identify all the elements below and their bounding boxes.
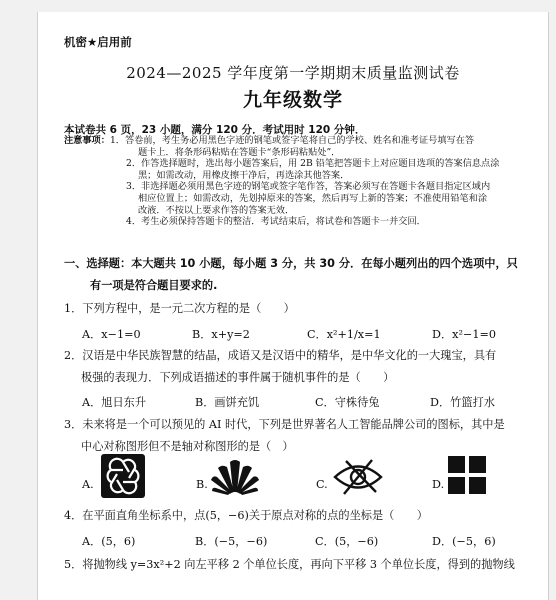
note-2-line-2: 黑；如需改动，用橡皮擦干净后，再选涂其他答案． <box>138 169 350 181</box>
notes-lead: 注意事项： <box>64 135 110 146</box>
q2-option-d: D．竹篮打水 <box>430 396 495 409</box>
lotus-logo-icon <box>210 458 260 498</box>
eye-triangle-logo-icon <box>332 456 384 498</box>
note-3-line-2: 相应位置上；如需改动，先划掉原来的答案，然后再写上新的答案；不准使用铅笔和涂 <box>138 192 488 204</box>
q3-option-d: D. <box>432 478 445 491</box>
note-1-line-1: 注意事项：1．答卷前，考生务必用黑色字迹的钢笔或签字笔将自己的学校、姓名和准考证号填写在答 <box>64 135 475 146</box>
q1-option-a: A．x−1=0 <box>82 328 141 341</box>
q1-option-d: D．x²−1=0 <box>432 328 496 341</box>
q2-option-c: C．守株待兔 <box>315 396 380 409</box>
q3-stem-line-1: 3．未来将是一个可以预见的 AI 时代，下列是世界著名人工智能品牌公司的图标，其中是 <box>64 418 505 431</box>
exam-subject: 九年级数学 <box>242 89 343 111</box>
note-4-line-1: 4．考生必须保持答题卡的整洁．考试结束后，将试卷和答题卡一并交回． <box>126 216 426 228</box>
exam-paper <box>37 12 549 600</box>
note-1-line-2: 题卡上．将条形码粘贴在答题卡“条形码粘贴处”． <box>138 146 341 158</box>
q4-option-a: A．(5，6) <box>82 535 136 548</box>
section-heading-line-2: 有一项是符合题目要求的. <box>90 279 218 292</box>
q3-option-a: A. <box>82 478 94 491</box>
q4-option-b: B．(−5，−6) <box>195 535 268 548</box>
q2-stem-line-2: 极强的表现力．下列成语描述的事件属于随机事件的是（ ） <box>81 371 395 384</box>
note-3-line-3: 改液．不按以上要求作答的答案无效． <box>138 204 295 216</box>
question-4-stem: 4．在平面直角坐标系中，点(5，−6)关于原点对称的点的坐标是（ ） <box>64 509 428 522</box>
notes-block <box>64 135 542 228</box>
question-2-stem <box>64 345 544 389</box>
q2-option-a: A．旭日东升 <box>82 396 147 409</box>
q1-option-c: C．x²+1/x=1 <box>307 328 381 341</box>
q2-stem-line-1: 2．汉语是中华民族智慧的结晶，成语又是汉语中的精华，是中华文化的一大瑰宝，具有 <box>64 349 497 362</box>
q4-option-d: D．(−5，6) <box>432 535 496 548</box>
knot-logo-icon <box>101 454 145 498</box>
q3-option-c: C. <box>316 478 328 491</box>
exam-title: 2024—2025 学年度第一学期期末质量监测试卷 <box>126 64 460 82</box>
section-heading <box>64 253 544 297</box>
question-3-options <box>82 454 542 500</box>
question-3-stem <box>64 414 544 458</box>
question-1-stem: 1．下列方程中，是一元二次方程的是（ ） <box>64 302 295 315</box>
note-3-line-1: 3．非选择题必须用黑色字迹的钢笔或签字笔作答，答案必须写在答题卡各题目指定区域内 <box>126 181 491 193</box>
confidential-label: 机密★启用前 <box>64 35 132 49</box>
q4-option-c: C．(5，−6) <box>315 535 379 548</box>
exam-summary: 本试卷共 6 页，23 小题，满分 120 分．考试用时 120 分钟． <box>64 124 366 136</box>
question-5-stem: 5．将抛物线 y=3x²+2 向左平移 2 个单位长度，再向下平移 3 个单位长度，得到的抛物线 <box>64 558 515 571</box>
section-heading-line-1: 一、选择题：本大题共 10 小题，每小题 3 分，共 30 分．在每小题列出的四个选项中，只 <box>64 257 518 270</box>
q3-stem-line-2: 中心对称图形但不是轴对称图形的是（ ） <box>81 440 294 453</box>
q2-option-b: B．画饼充饥 <box>195 396 260 409</box>
four-squares-logo-icon <box>448 456 486 494</box>
q1-option-b: B．x+y=2 <box>192 328 250 341</box>
q3-option-b: B. <box>196 478 208 491</box>
note-2-line-1: 2．作答选择题时，选出每小题答案后，用 2B 铅笔把答题卡上对应题目选项的答案信息点涂 <box>126 158 500 170</box>
